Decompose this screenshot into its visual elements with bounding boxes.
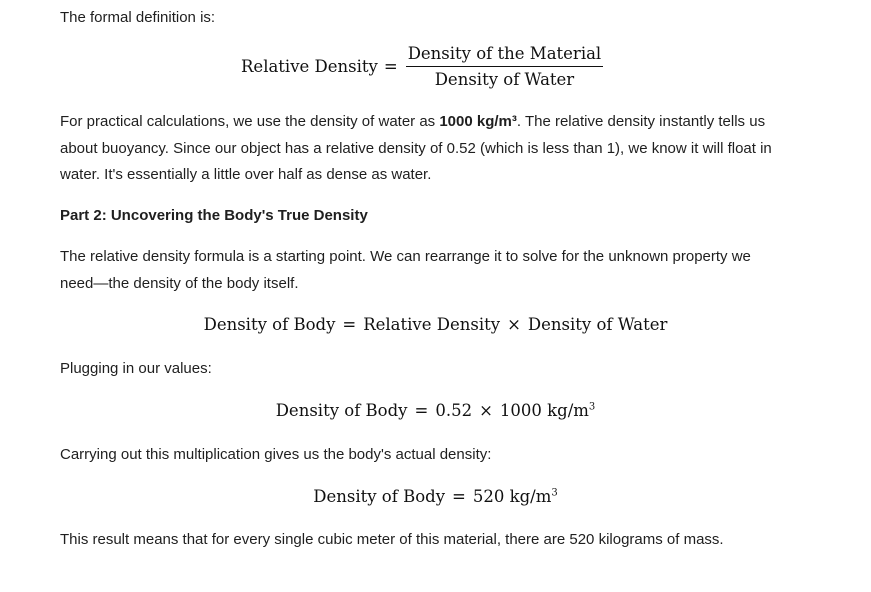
multiplication-text: Carrying out this multiplication gives us the body's actual density: <box>60 446 492 463</box>
substitution-equation: Density of Body = 0.52 × 1000 $kg/m^3$ <box>275 401 596 420</box>
eq1-denominator: Density of Water <box>434 70 575 89</box>
relative-density-equation <box>241 44 603 89</box>
plugging-values-text: Plugging in our values: <box>60 360 212 377</box>
eq1-numerator: Density of the Material <box>406 44 604 67</box>
result-equation: Density of Body = 520 $kg/m^3$ <box>313 487 558 506</box>
rearrange-paragraph: The relative density formula is a starting point. We can rearrange it to solve for the unknown property we need—the density of the body itself. <box>60 248 751 292</box>
section-heading: Part 2: Uncovering the Body's True Density <box>60 207 368 224</box>
conclusion-paragraph: This result means that for every single cubic meter of this material, there are 520 kilograms of mass. <box>60 531 724 548</box>
density-of-body-formula: Density of Body = Relative Density × Density of Water <box>203 315 668 334</box>
practical-calculations-paragraph: For practical calculations, we use the density of water as 1000 kg/m³. The relative density instantly tells us about buoyancy. Since our object has a relative density of 0.52 (which is less than 1), we know it will float in water. It's essentially a little over half as dense as water. <box>60 113 772 183</box>
eq1-fraction <box>406 44 604 89</box>
eq1-lhs: Relative Density <box>241 57 378 76</box>
eq1-equals: = <box>383 57 398 76</box>
intro-text: The formal definition is: <box>60 9 216 26</box>
water-density-value: 1000 kg/m³ <box>439 113 517 130</box>
